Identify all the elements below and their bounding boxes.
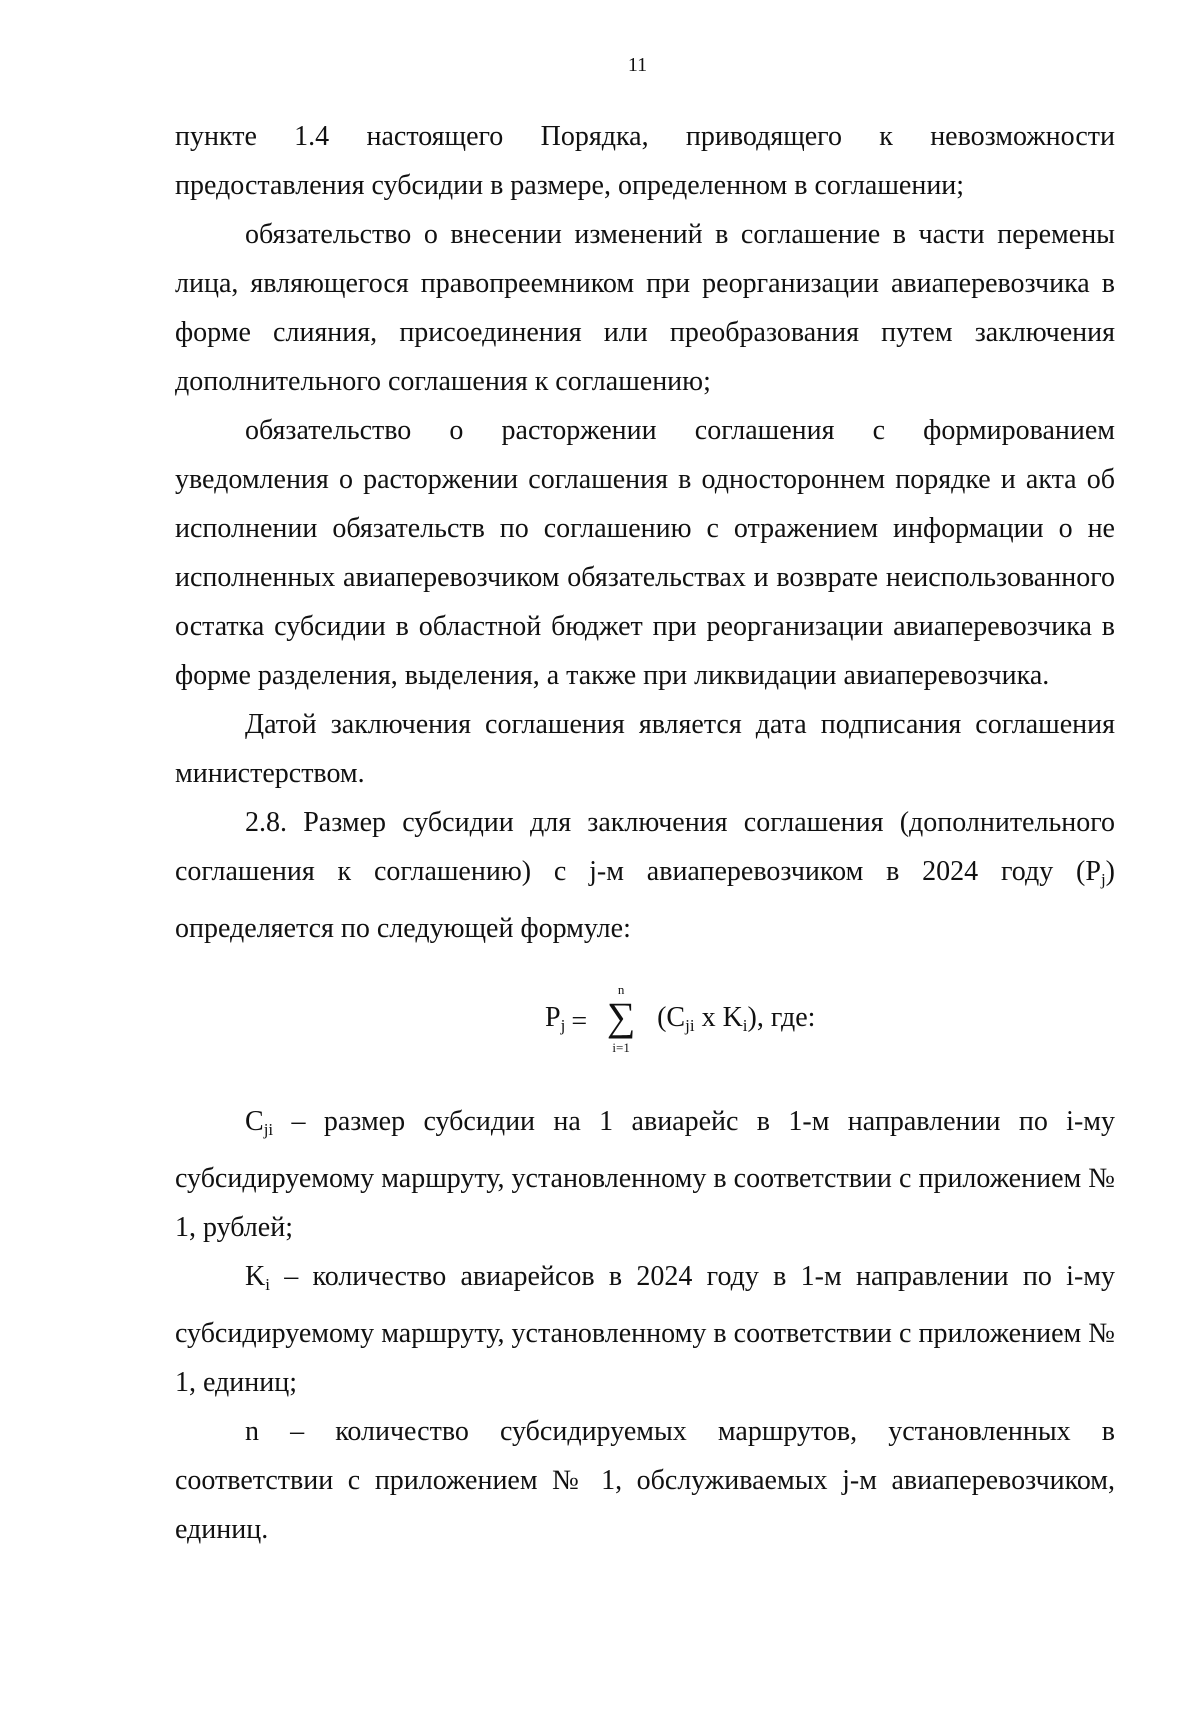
paragraph-conclusion-date: Датой заключения соглашения является дата подписания соглашения министерством. [175, 709, 1115, 789]
definition-c-symbol: $C_{ji}$ [245, 1106, 274, 1139]
summation-sign [599, 982, 643, 1055]
definition-k-text: – количество авиарейсов в 2024 году в 1-м направлении по i-му субсидируемому маршруту, установленному в соответствии с приложением № 1, единиц; [175, 1261, 1115, 1398]
sum-lower-limit: i=1 [612, 1040, 630, 1055]
formula-lhs: $P_j$ [545, 1001, 566, 1035]
paragraph-continuation: пункте 1.4 настоящего Порядка, приводящего к невозможности предоставления субсидии в размере, определенном в соглашении; [175, 121, 1115, 201]
definition-n [175, 1407, 1115, 1554]
sum-upper-limit: n [617, 982, 625, 997]
definition-n-text: – количество субсидируемых маршрутов, установленных в соответствии с приложением № 1, обслуживаемых j-м авиаперевозчиком, единиц. [175, 1416, 1115, 1545]
formula-expression [545, 982, 816, 1055]
formula-equals: = [571, 1005, 588, 1037]
subsidy-size-subscript: j [1100, 870, 1106, 889]
paragraph-obligation-termination: обязательство о расторжении соглашения с формированием уведомления о расторжении соглашения в одностороннем порядке и акта об исполнении обязательств по соглашению с отражением информации о не исполненных авиаперевозчиком обязательствах и возврате неиспользованного остатка субсидии в областной бюджет при реорганизации авиаперевозчика в форме разделения, выделения, а также при ликвидации авиаперевозчика. [175, 415, 1115, 691]
formula-rhs: ($C_{ji}$ x $K_i$), где: [657, 1001, 816, 1035]
document-body [175, 112, 1115, 1554]
definition-n-symbol: n [245, 1416, 259, 1447]
definition-c [175, 1097, 1115, 1252]
page-number: 11 [627, 54, 648, 76]
definition-k-symbol: $K_i$ [245, 1261, 270, 1294]
subsidy-formula [175, 969, 1115, 1087]
paragraph-obligation-changes: обязательство о внесении изменений в соглашение в части перемены лица, являющегося правопреемником при реорганизации авиаперевозчика в форме слияния, присоединения или преобразования путем заключения дополнительного соглашения к соглашению; [175, 219, 1115, 397]
subsidy-size-text-b: ) определяется по следующей формуле: [175, 856, 1115, 944]
subsidy-size-text-a: 2.8. Размер субсидии для заключения соглашения (дополнительного соглашения к соглашению) с j-м авиаперевозчиком в 2024 году (P [175, 807, 1115, 887]
sigma-icon: ∑ [606, 994, 636, 1039]
paragraph-subsidy-size [175, 798, 1115, 953]
definition-k [175, 1252, 1115, 1407]
definition-c-text: – размер субсидии на 1 авиарейс в 1-м направлении по i-му субсидируемому маршруту, установленному в соответствии с приложением № 1, рублей; [175, 1106, 1115, 1243]
